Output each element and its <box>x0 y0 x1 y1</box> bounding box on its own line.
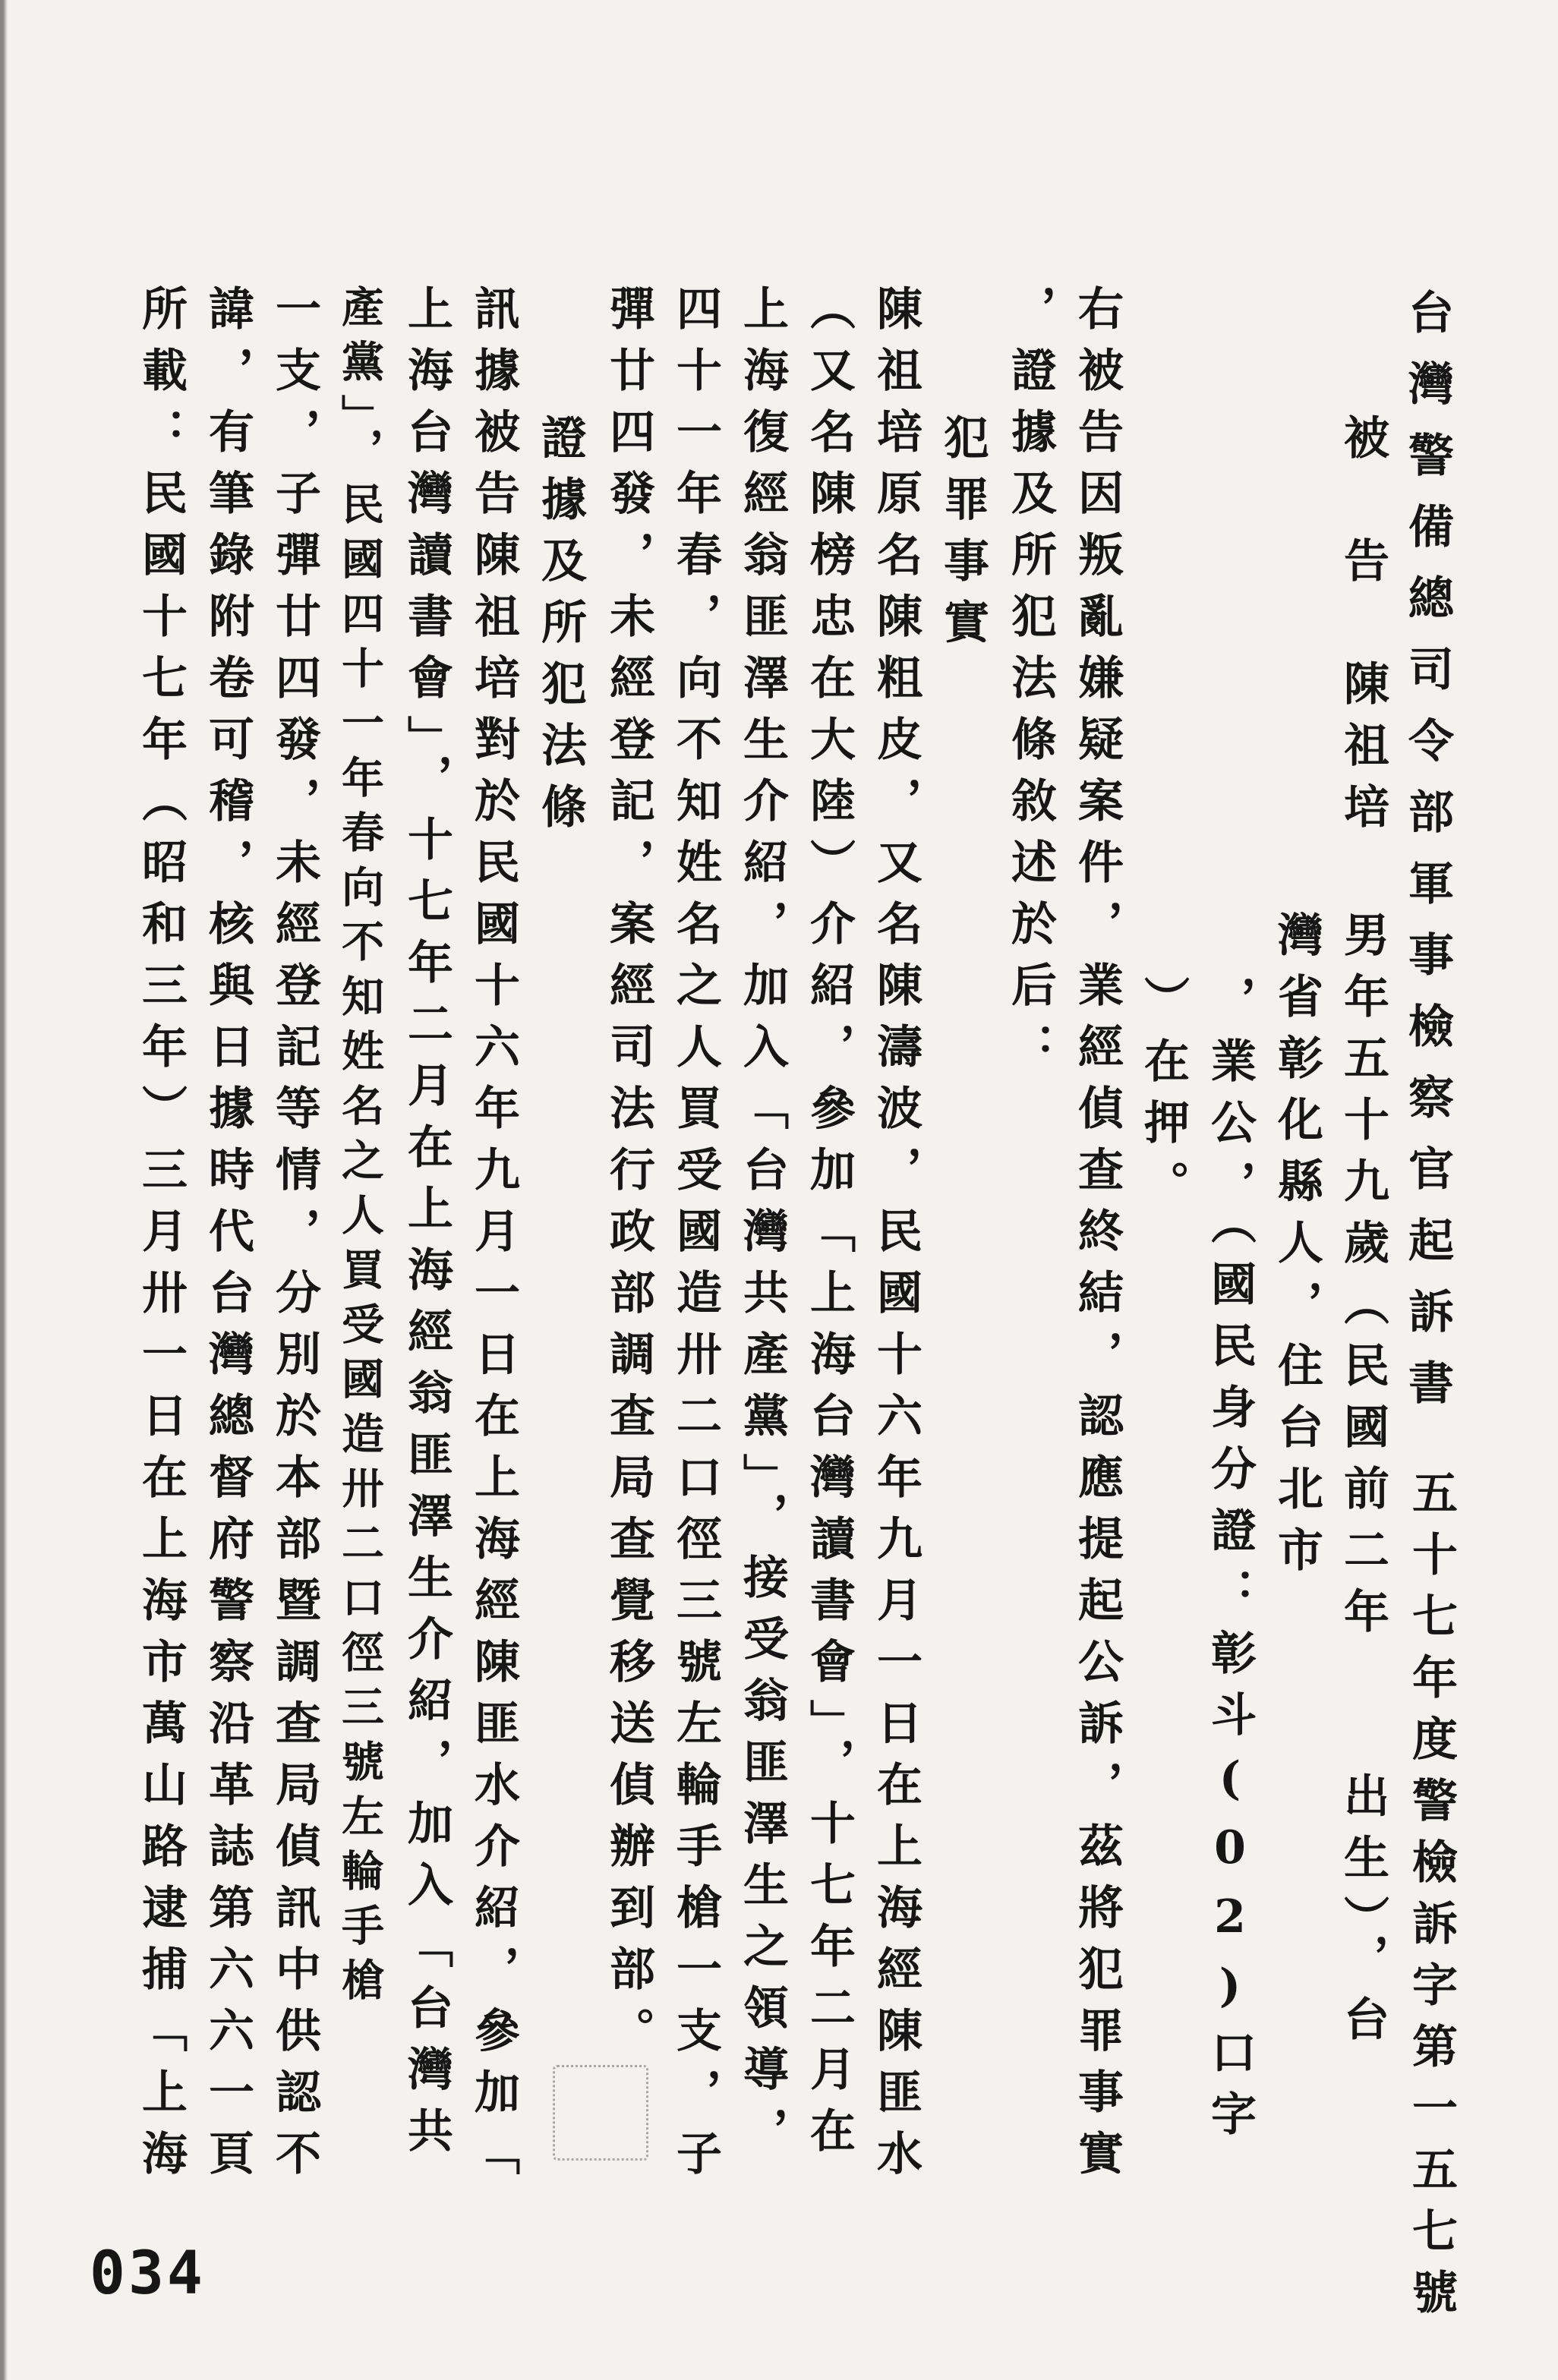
evidence-line-3: 產黨」，民國四十一年春向不知姓名之人買受國造卅二口徑三號左輪手槍 <box>335 285 385 2013</box>
facts-line-1: 陳祖培原名陳粗皮，又名陳濤波，民國十六年九月一日在上海經陳匪水 <box>869 285 922 2191</box>
document-title: 台灣警備總司令部軍事檢察官起訴書 <box>1401 288 1454 1430</box>
evidence-line-5: 諱，有筆錄附卷可稽，核與日據時代台灣總督府警察沿革誌第六六一頁 <box>201 285 254 2191</box>
evidence-line-6: 所載：民國十七年（昭和三年）三月卅一日在上海市萬山路逮捕「上海 <box>134 285 188 2191</box>
defendant-label: 被 告 陳祖培 <box>1336 414 1389 844</box>
defendant-info-line-4: ）在押。 <box>1137 976 1190 1222</box>
evidence-line-1: 訊據被告陳祖培對於民國十六年九月一日在上海經陳匪水介紹，參加「 <box>467 285 520 2191</box>
intro-line-1: 右被告因叛亂嫌疑案件，業經偵查終結，認應提起公訴，茲將犯罪事實 <box>1071 285 1124 2191</box>
facts-line-5: 彈廿四發，未經登記，案經司法行政部調查局查覺移送偵辦到部。 <box>602 285 655 2068</box>
intro-line-2: ，證據及所犯法條敘述於后： <box>1004 285 1057 1084</box>
facts-line-3: 上海復經翁匪澤生介紹，加入「台灣共產黨」，接受翁匪澤生之領導， <box>736 285 789 2168</box>
defendant-info-line-1: 男年五十九歲（民國前二年 出生），台 <box>1336 911 1389 2057</box>
page-number: 034 <box>90 2240 206 2308</box>
faint-stamp <box>553 2065 648 2161</box>
section-heading-facts: 犯罪事實 <box>936 414 989 660</box>
scan-edge-shadow <box>0 0 8 2380</box>
case-number: 五十七年度警檢訴字第一五七號 <box>1405 1469 1458 2330</box>
evidence-line-2: 上海台灣讀書會」，十七年二月在上海經翁匪澤生介紹，加入「台灣共 <box>400 285 453 2168</box>
evidence-line-4: 一支，子彈廿四發，未經登記等情，分別於本部暨調查局偵訊中供認不 <box>268 285 321 2191</box>
section-heading-evidence: 證據及所犯法條 <box>534 414 587 844</box>
facts-line-4: 四十一年春，向不知姓名之人買受國造卅二口徑三號左輪手槍一支，子 <box>669 285 722 2191</box>
facts-line-2: （又名陳榜忠在大陸）介紹，參加「上海台灣讀書會」，十七年二月在 <box>803 285 856 2168</box>
defendant-info-line-3: ，業公，（國民身分證：彰斗(02)口字 <box>1203 976 1257 2151</box>
defendant-info-line-2: 灣省彰化縣人，住台北市 <box>1270 911 1323 1587</box>
